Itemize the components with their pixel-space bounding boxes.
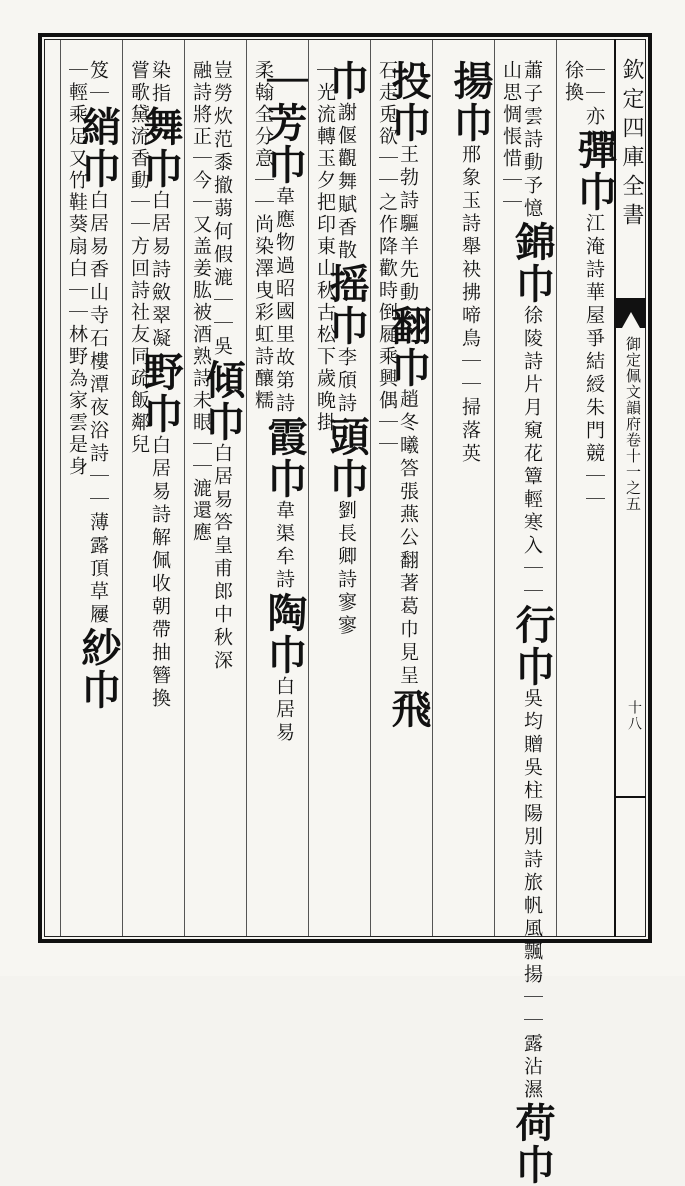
book-title: 欽定四庫全書 <box>619 58 644 232</box>
citation-text: 王勃詩驅羊先動 <box>397 144 419 305</box>
headword: 荷巾 <box>509 1102 556 1186</box>
citation-text: 徐陵詩片月窺花簟輕寒入｜｜ <box>521 305 543 604</box>
column-rule <box>60 40 61 936</box>
citation-text: 豈勞炊范黍撤蒻何假漉｜｜吳 <box>211 60 233 359</box>
headword: 摇巾 <box>323 263 370 347</box>
headword: 巾 <box>323 60 370 102</box>
citation-text: 韋渠牟詩 <box>273 500 295 592</box>
headword: 舞巾 <box>137 106 184 190</box>
column-rule <box>184 40 185 936</box>
citation-text: 白居易詩斂翠凝 <box>149 190 171 351</box>
headword: 陶巾 <box>261 592 308 676</box>
volume-label: 卷十一之五 <box>624 432 642 512</box>
column-rule <box>246 40 247 936</box>
column-rule <box>370 40 371 936</box>
headword: 頭巾 <box>323 416 370 500</box>
column-rule <box>308 40 309 936</box>
section-volume <box>620 336 644 512</box>
citation-text: 亦 <box>583 106 605 129</box>
headword: 行巾 <box>509 604 556 688</box>
margin-rule <box>614 796 646 798</box>
headword: 揚巾 <box>447 60 494 144</box>
headword: 錦巾 <box>509 221 556 305</box>
citation-text: 邢象玉詩舉袂拂啼鳥｜｜掃落英 <box>459 144 481 466</box>
headword: 綃巾 <box>75 106 122 190</box>
citation-text: 韋應物過昭國里故第詩 <box>273 186 295 416</box>
headword: 霞巾 <box>261 416 308 500</box>
citation-text: 趙冬曦答張燕公翻著葛巾見呈 <box>397 389 419 688</box>
annotation-column: 融詩將正｜今｜又盖姜肱被酒熟詩未眼｜｜漉還應 <box>190 60 212 544</box>
text-column <box>447 60 494 940</box>
page-number: 十八 <box>626 700 642 732</box>
headword: 傾巾 <box>199 359 246 443</box>
citation-text: 吳均贈吳柱陽別詩旅帆風飄揚｜｜露沾濕 <box>521 688 543 1102</box>
fishtail-notch <box>622 312 640 328</box>
headword: 飛 <box>385 688 432 730</box>
citation-text: 白居易詩解佩收朝帶抽簪換 <box>149 435 171 711</box>
annotation-column: ｜光流轉玉夕把印東山秋古松下歲晚掛 <box>314 60 336 434</box>
citation-text: 劉長卿詩寥寥 <box>335 500 357 638</box>
annotation-column: 山思惆悵惜｜｜ <box>500 60 522 214</box>
column-rule <box>494 40 495 936</box>
citation-text: 笈｜ <box>87 60 109 106</box>
annotation-column: 柔翰全分意｜｜尚染澤曳彩虹詩釀糯 <box>252 60 274 412</box>
headword: 彈巾 <box>571 129 618 213</box>
citation-text: 謝偃觀舞賦香散 <box>335 102 357 263</box>
annotation-column: 徐換 <box>562 60 584 104</box>
section-title: 御定佩文韻府 <box>624 336 642 432</box>
headword: 紗巾 <box>75 627 122 711</box>
headword: 翻巾 <box>385 305 432 389</box>
annotation-column: ｜輕乘足又竹鞋葵扇白｜｜林野為家雲是身 <box>66 60 88 478</box>
column-rule <box>432 40 433 936</box>
annotation-column: 嘗歌黛流香動｜｜方回詩社友同疏飯鄰兒 <box>128 60 150 456</box>
citation-text: 李頎詩 <box>335 347 357 416</box>
annotation-column: 石走兎欲｜｜之作降歡時倒屣乘興偶｜｜ <box>376 60 398 456</box>
citation-text: 白居易答皇甫郎中秋深 <box>211 443 233 673</box>
citation-text: 染指 <box>149 60 171 106</box>
column-rule <box>122 40 123 936</box>
citation-text: ｜｜ <box>583 60 605 106</box>
citation-text: 蕭子雲詩動予憶 <box>521 60 543 221</box>
headword: ｜芳巾 <box>261 60 308 186</box>
citation-text: 白居易香山寺石樓潭夜浴詩｜｜薄露頂草屨 <box>87 190 109 627</box>
headword: 投巾 <box>385 60 432 144</box>
citation-text: 白居易 <box>273 676 295 745</box>
headword: 野巾 <box>137 351 184 435</box>
column-rule <box>556 40 557 936</box>
citation-text: 江淹詩華屋爭結綬朱門競｜｜ <box>583 213 605 512</box>
